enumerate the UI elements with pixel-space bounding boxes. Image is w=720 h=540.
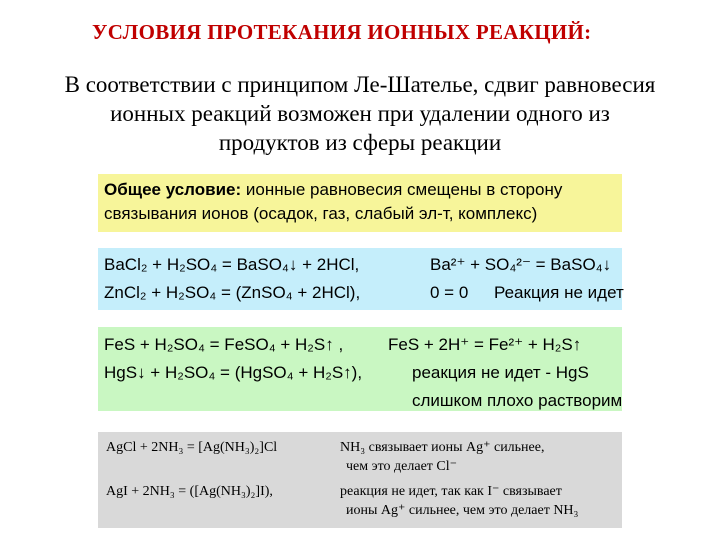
gas-reactions-panel xyxy=(98,327,622,411)
reaction-hgs-note: реакция не идет - HgS xyxy=(412,363,589,382)
reaction-row xyxy=(104,387,623,415)
reaction-zncl2-molecular: ZnCl₂ + H₂SO₄ = (ZnSO₄ + 2HCl), xyxy=(104,283,361,302)
reaction-bacl2-molecular: BaCl₂ + H₂SO₄ = BaSO₄↓ + 2HCl, xyxy=(104,255,360,274)
reaction-hgs-note-cont: слишком плохо растворим xyxy=(412,391,623,410)
reaction-row xyxy=(106,501,614,520)
general-condition-lead: Общее условие: xyxy=(104,180,242,199)
reaction-row xyxy=(104,279,624,307)
reaction-row xyxy=(104,251,616,279)
reaction-zncl2-ionic: 0 = 0 xyxy=(430,283,469,302)
intro-paragraph: В соответствии с принципом Ле-Шателье, сдвиг равновесия ионных реакций возможен при удалении одного из продуктов из сферы реакции xyxy=(64,72,656,155)
reaction-agi-note: реакция не идет, так как I⁻ связывает xyxy=(340,484,562,499)
reaction-agcl-note-cont: чем это делает Cl⁻ xyxy=(346,459,458,474)
reaction-zncl2-note: Реакция не идет xyxy=(494,283,624,302)
precipitate-reactions-panel xyxy=(98,248,622,310)
reaction-fes-ionic: FeS + 2H⁺ = Fe²⁺ + H₂S↑ xyxy=(388,335,582,354)
general-condition-text: ионные равновесия смещены в сторону связывания ионов (осадок, газ, слабый эл-т, комплекс) xyxy=(104,180,563,223)
reaction-agcl-note: NH₃ связывает ионы Ag⁺ сильнее, xyxy=(340,440,545,455)
reaction-row xyxy=(104,359,616,387)
reaction-fes-molecular: FeS + H₂SO₄ = FeSO₄ + H₂S↑ , xyxy=(104,335,344,354)
reaction-row xyxy=(106,457,614,476)
reaction-bacl2-ionic: Ba²⁺ + SO₄²⁻ = BaSO₄↓ xyxy=(430,255,612,274)
complex-reactions-panel xyxy=(98,432,622,528)
reaction-agi-note-cont: ионы Ag⁺ сильнее, чем это делает NH₃ xyxy=(346,503,579,518)
general-condition-panel xyxy=(98,174,622,232)
reaction-row xyxy=(106,438,614,457)
reaction-agi-molecular: AgI + 2NH₃ = ([Ag(NH₃)₂]I), xyxy=(106,484,273,499)
slide-title: УСЛОВИЯ ПРОТЕКАНИЯ ИОННЫХ РЕАКЦИЙ: xyxy=(92,20,592,44)
reaction-row xyxy=(106,482,614,501)
reaction-hgs-molecular: HgS↓ + H₂SO₄ = (HgSO₄ + H₂S↑), xyxy=(104,363,363,382)
reaction-row xyxy=(104,331,616,359)
reaction-agcl-molecular: AgCl + 2NH₃ = [Ag(NH₃)₂]Cl xyxy=(106,440,278,455)
